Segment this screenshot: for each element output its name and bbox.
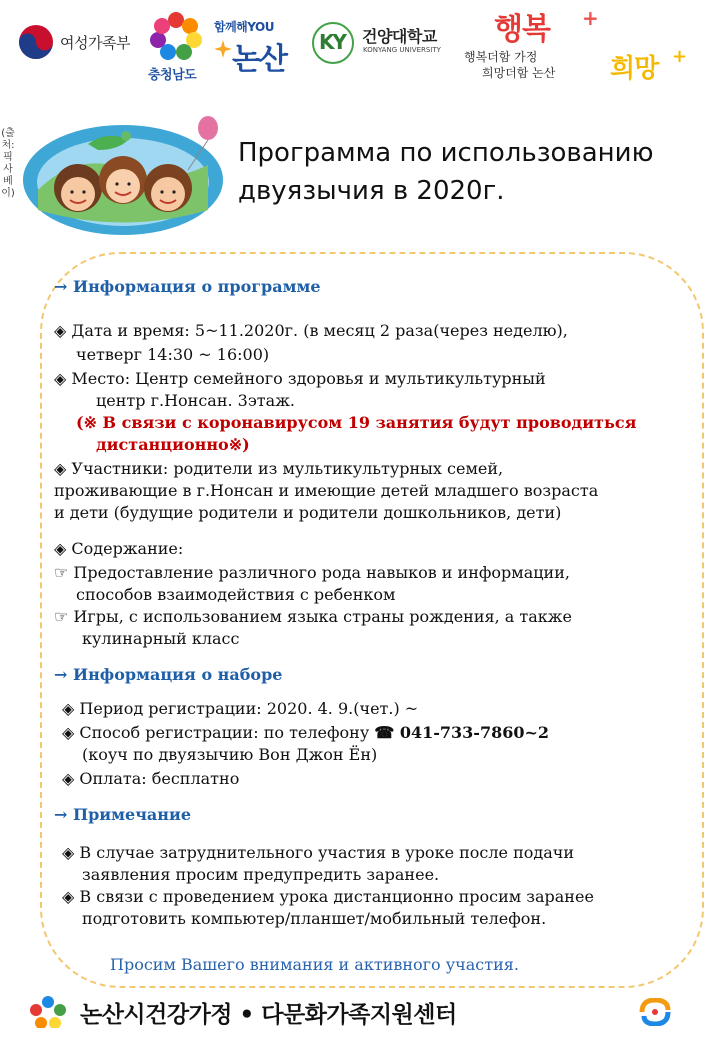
footer-text: 논산시건강가정 • 다문화가족지원센터 xyxy=(80,1002,457,1028)
content-item-1-line-2: способов взаимодействия с ребенком xyxy=(76,585,396,604)
note-1-line-2: заявления просим предупредить заранее. xyxy=(82,865,440,884)
chungnam-name: 충청남도 xyxy=(148,68,197,83)
hope-plus: + xyxy=(672,46,688,67)
content-item-2-line-1: ☞ Игры, с использованием языка страны рождения, а также xyxy=(54,607,572,626)
note-2-line-2: подготовить компьютер/планшет/мобильный телефон. xyxy=(82,909,547,928)
content-label: ◈ Содержание: xyxy=(54,539,184,558)
page-title: Программа по использованию двуязычия в 2020г. xyxy=(238,138,654,206)
konyang-logo xyxy=(312,18,442,68)
covid-notice-1: (※ В связи с коронавирусом 19 занятия будут проводиться xyxy=(76,413,637,432)
footer-center-name xyxy=(30,994,690,1030)
nonsan-name: 논산 xyxy=(232,42,286,77)
konyang-name-en: KONYANG UNIVERSITY xyxy=(363,46,441,54)
participants-line-3: и дети (будущие родители и родители дошкольников, дети) xyxy=(54,503,562,522)
ky-emblem-icon: KY xyxy=(312,22,354,64)
nonsan-slogan: 함께해YOU xyxy=(214,20,274,34)
datetime-line-2: четверг 14:30 ~ 16:00) xyxy=(76,345,270,364)
taegeuk-emblem-icon xyxy=(18,24,54,60)
happy-plus: + xyxy=(582,6,599,30)
registration-phone[interactable]: ☎ 041-733-7860~2 xyxy=(374,723,550,742)
nonsan-logo xyxy=(214,18,306,78)
happy-word: 행복 xyxy=(494,12,550,47)
hope-word: 희망 xyxy=(610,54,659,84)
covid-notice-2: дистанционно※) xyxy=(96,435,250,454)
section-notes-title: → Примечание xyxy=(54,805,192,824)
children-illustration xyxy=(18,110,228,240)
participants-line-1: ◈ Участники: родители из мультикультурных семей, xyxy=(54,459,504,478)
swirl-logo-icon xyxy=(638,998,672,1026)
closing-message: Просим Вашего внимания и активного участия. xyxy=(110,955,519,974)
place-line-1: ◈ Место: Центр семейного здоровья и мультикультурный xyxy=(54,369,546,388)
section-registration-title: → Информация о наборе xyxy=(54,665,283,684)
datetime-line-1: ◈ Дата и время: 5~11.2020г. (в месяц 2 раза(через неделю), xyxy=(54,321,568,340)
happy-slogan-2: 희망더함 논산 xyxy=(482,66,556,80)
registration-period: ◈ Период регистрации: 2020. 4. 9.(чет.) ~ xyxy=(62,699,419,718)
section-program-info-title: → Информация о программе xyxy=(54,277,321,296)
note-1-line-1: ◈ В случае затруднительного участия в уроке после подачи xyxy=(62,843,575,862)
place-line-2: центр г.Нонсан. 3этаж. xyxy=(96,391,295,410)
mogef-logo xyxy=(18,22,138,62)
chungnam-logo xyxy=(146,10,206,83)
happy-slogan-1: 행복더함 가정 xyxy=(464,50,538,64)
konyang-name: 건양대학교 xyxy=(362,27,437,46)
sparkle-icon xyxy=(214,40,232,58)
registration-method xyxy=(62,722,549,744)
participants-line-2: проживающие в г.Нонсан и имеющие детей младшего возраста xyxy=(54,481,599,500)
mogef-name: 여성가족부 xyxy=(60,34,130,52)
happy-family-logo xyxy=(460,4,710,84)
content-item-2-line-2: кулинарный класс xyxy=(82,629,240,648)
flower-emblem-icon xyxy=(146,10,206,64)
flower-star-icon xyxy=(30,996,66,1028)
registration-method-label: ◈ Способ регистрации: по телефону xyxy=(62,723,370,742)
registration-coach: (коуч по двуязычию Вон Джон Ён) xyxy=(82,745,378,764)
content-item-1-line-1: ☞ Предоставление различного рода навыков и информации, xyxy=(54,563,570,582)
image-source-caption: (출처: 픽사베이) xyxy=(1,128,15,199)
note-2-line-1: ◈ В связи с проведением урока дистанционно просим заранее xyxy=(62,887,594,906)
fee-line: ◈ Оплата: бесплатно xyxy=(62,769,240,788)
